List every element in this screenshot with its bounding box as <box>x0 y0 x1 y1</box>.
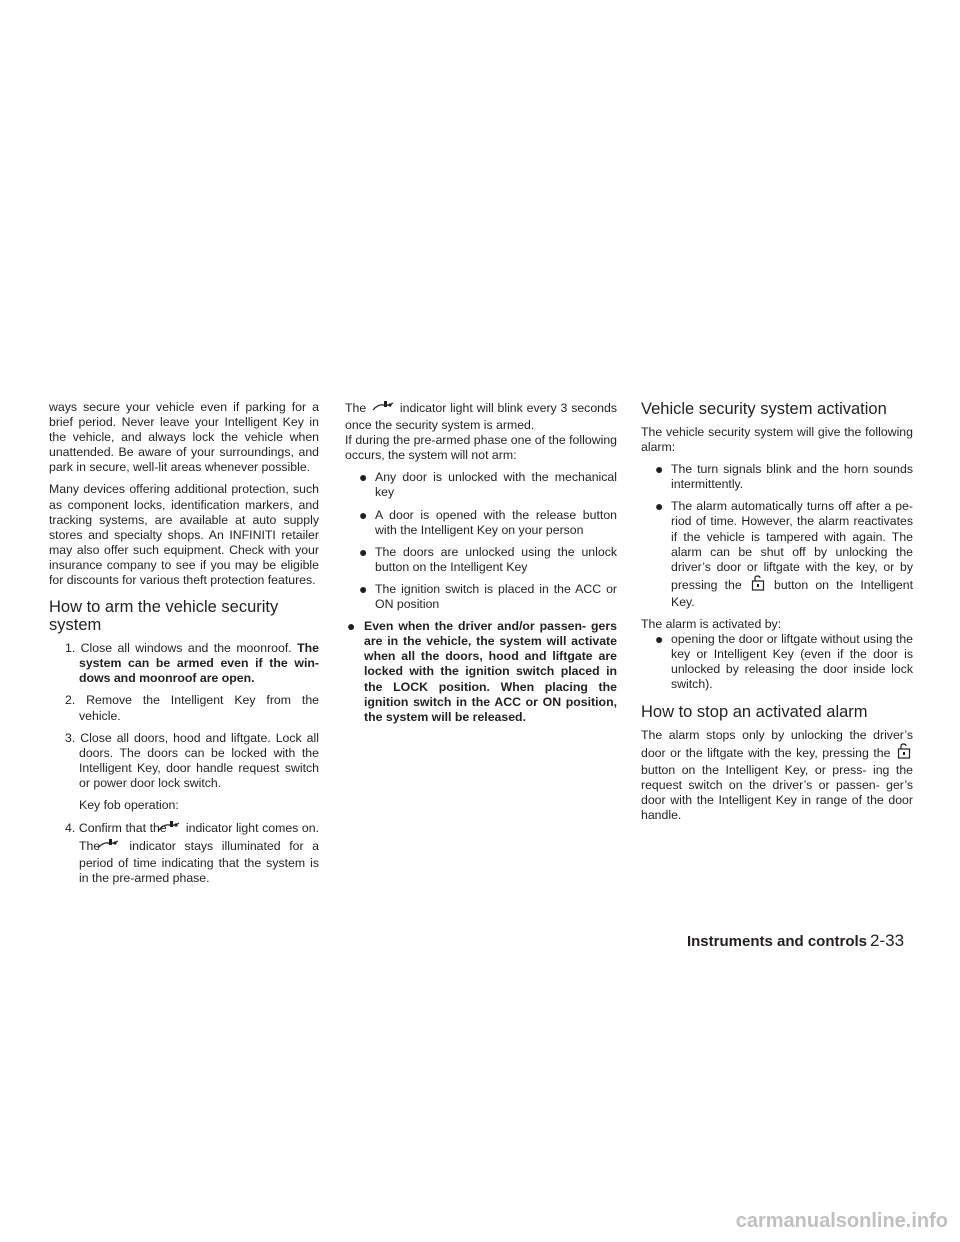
list-item <box>345 508 617 538</box>
step-4 <box>49 820 319 886</box>
security-indicator-icon <box>372 400 394 418</box>
step-2: 2. Remove the Intelligent Key from the vehicle. <box>65 693 319 723</box>
list-item <box>345 582 617 612</box>
heading-stop-alarm: How to stop an activated alarm <box>641 702 868 721</box>
paragraph-alarm-activated-by: The alarm is activated by: <box>641 617 782 632</box>
page-number: 2-33 <box>870 931 905 950</box>
unlock-button-icon <box>751 575 765 595</box>
step-3-continued: Key fob operation: <box>79 797 179 812</box>
list-item-text-a: The alarm automatically turns off after a pe- riod of time. However, the alarm reactivates if the vehicle is tampered with again. The alarm can be shut off by unlocking the driver’s door or liftgate with the key, or by pressing the <box>671 499 913 592</box>
stop-alarm-text-b: button on the Intelligent Key, or press- ing the request switch on the driver’s or passen- ger’s door with the Intelligent Key in range of the door handle. <box>641 762 913 822</box>
column-middle <box>345 400 617 732</box>
bullet-mark: ● <box>655 461 664 478</box>
list-item-text-b: button on the Intelligent Key. <box>671 577 913 609</box>
list-item-text: opening the door or liftgate without using the key or Intelligent Key (even if the door is unlocked by releasing the door inside lock switch). <box>671 632 914 692</box>
bullet-mark: ● <box>359 580 368 597</box>
bullet-mark: ● <box>655 498 664 515</box>
list-item <box>345 470 617 500</box>
step-3: 3. Close all doors, hood and liftgate. Lock all doors. The doors can be locked with the Intelligent Key, door handle request switch or power door lock switch. <box>65 730 319 790</box>
list-item-bold-text: Even when the driver and/or passen- gers are in the vehicle, the system will activate when all the doors, hood and liftgate are locked with the ignition switch placed in the LOCK position. When placing the ignition switch in the ACC or ON position, the system will be released. <box>364 619 617 724</box>
heading-arm-system: How to arm the vehicle security system <box>49 598 279 635</box>
list-item-bold <box>345 619 617 725</box>
step-1-bold: The system can be armed even if the win- dows and moonroof are open. <box>79 641 319 686</box>
step-1-text: 1. Close all windows and the moonroof. <box>65 641 292 656</box>
list-item-text: The turn signals blink and the horn sounds intermittently. <box>671 462 913 492</box>
heading-system-activation: Vehicle security system activation <box>641 400 887 418</box>
column-right <box>641 400 913 830</box>
column-left <box>49 400 319 893</box>
paragraph-protection-devices: Many devices offering additional protection, such as component locks, identification markers, and tracking systems, are available at auto supply stores and specialty shops. An INFINITI retailer may also offer such equipment. Check with your insurance company to see if you may be eligible for discounts for various theft protection features. <box>49 482 319 588</box>
paragraph-pre-armed: If during the pre-armed phase one of the following occurs, the system will not arm: <box>345 433 617 463</box>
step-4-text-a: 4. Confirm that the <box>65 821 167 836</box>
security-indicator-icon <box>111 838 119 856</box>
list-item <box>641 462 913 492</box>
list-item-text: Any door is unlocked with the mechanical key <box>375 470 617 500</box>
unlock-button-icon <box>897 743 911 763</box>
security-indicator-icon <box>172 820 180 838</box>
bullet-mark: ● <box>655 631 664 648</box>
list-item <box>345 545 617 575</box>
paragraph-indicator-blink <box>345 400 617 433</box>
stop-alarm-text-a: The alarm stops only by unlocking the driver’s door or the liftgate with the key, pressing the <box>641 727 913 760</box>
page-footer <box>0 931 960 955</box>
watermark: carmanualsonline.info <box>735 1210 948 1232</box>
section-title: Instruments and controls <box>686 933 867 950</box>
bullet-mark: ● <box>359 469 368 486</box>
step-4-text-b: indicator light comes on. The <box>79 821 319 854</box>
list-item-text: A door is opened with the release button with the Intelligent Key on your person <box>375 507 617 537</box>
bullet-mark: ● <box>359 543 368 560</box>
list-item <box>641 499 913 610</box>
bullet-mark: ● <box>347 618 356 635</box>
paragraph-stop-alarm <box>641 728 913 824</box>
paragraph-alarm-intro: The vehicle security system will give the following alarm: <box>641 425 913 455</box>
step-1 <box>49 641 319 686</box>
bullet-mark: ● <box>359 506 368 523</box>
list-item-text: The ignition switch is placed in the ACC or ON position <box>375 581 617 612</box>
indicator-blink-text-b: indicator light will blink every 3 seconds once the security system is armed. <box>345 401 617 433</box>
list-item-text: The doors are unlocked using the unlock button on the Intelligent Key <box>375 544 617 574</box>
step-4-text-c: indicator stays illuminated for a period of time indicating that the system is in the pre-armed phase. <box>79 839 319 886</box>
list-item <box>641 632 913 692</box>
paragraph-secure-vehicle: ways secure your vehicle even if parking for a brief period. Never leave your Intelligent Key in the vehicle, and always lock the vehicle when unattended. Be aware of your surroundings, and park in secure, well-lit areas whenever possible. <box>49 400 319 475</box>
indicator-blink-text-a: The <box>345 401 367 415</box>
